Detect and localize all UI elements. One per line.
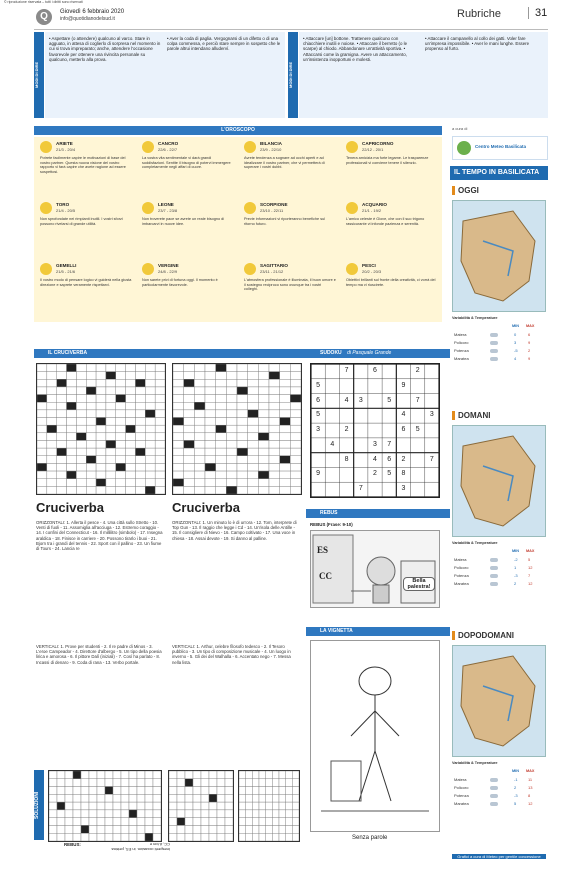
- weather-min-value: -1: [514, 777, 518, 782]
- sudoku-cell[interactable]: 3: [316, 426, 321, 434]
- sign-text: Potrete facilmente capire le motivazioni di base del vostro partner. Questa nuova visione del vostro rapporto vi farà capire che avete ragione ad essere sospettosi.: [40, 156, 126, 174]
- zodiac-icon-cancro: [142, 141, 154, 153]
- vignetta-cartoon: [310, 640, 440, 832]
- weather-max-value: 6: [528, 332, 531, 337]
- sign-text: Il vostro modo di pensare logico vi guiderà nella giusta direzione e saprete veramente rispettarvi.: [40, 278, 132, 287]
- weather-city: Policoro: [454, 785, 469, 790]
- rebus-subtitle: REBUS (Frase: 9-10): [310, 522, 353, 527]
- rebus-speech-bubble: Bella palestra!: [403, 577, 435, 591]
- crossword-grid-left[interactable]: [36, 363, 166, 495]
- sign-dates: 23/9 - 22/10: [260, 147, 282, 152]
- sudoku-cell[interactable]: 9: [316, 470, 321, 478]
- modi-di-dire-right-box: [299, 32, 548, 118]
- cloud-icon: [490, 558, 498, 562]
- weather-max-value: 9: [528, 356, 531, 361]
- zodiac-icon-scorpione: [244, 202, 256, 214]
- sudoku-cell[interactable]: 7: [415, 396, 420, 404]
- weather-city: Maratea: [454, 356, 469, 361]
- weather-max-value: 7: [528, 573, 531, 578]
- modi-di-dire-right-col1: • Attaccare [un] bottone. Trattenere qualcuno con chiacchiere inutili e noiose. • Attaccare il berretto (o le scarpe) al chiodo. Abbandonare un'attività sportiva. • Attaccarsi come la gramigna. Avere un attaccamento, un'insistenza inopportuni e molesti.: [303, 36, 408, 62]
- weather-min-value: -3: [514, 793, 518, 798]
- sponsor-logo: [452, 136, 548, 160]
- vignetta-banner: LA VIGNETTA: [306, 627, 454, 636]
- zodiac-icon-leone: [142, 202, 154, 214]
- sudoku-cell[interactable]: 2: [344, 426, 349, 434]
- basilicata-map: [452, 200, 546, 312]
- weather-city: Potenza: [454, 573, 469, 578]
- cloud-icon: [490, 341, 498, 345]
- sign-name: GEMELLI: [56, 263, 77, 268]
- weather-min-value: 2: [514, 785, 517, 790]
- cloud-icon: [490, 566, 498, 570]
- sudoku-banner: [306, 349, 454, 358]
- header-rule: [34, 29, 548, 30]
- sign-dates: 21/5 - 21/6: [56, 269, 76, 274]
- rebus-letters-cc: CC: [319, 571, 332, 581]
- weather-max-value: 5: [528, 557, 531, 562]
- weather-max-value: 13: [528, 785, 533, 790]
- sign-name: SCORPIONE: [260, 202, 288, 207]
- sign-dates: 22/12 - 20/1: [362, 147, 384, 152]
- cloud-icon: [490, 786, 498, 790]
- zodiac-icon-vergine: [142, 263, 154, 275]
- cloud-icon: [490, 333, 498, 337]
- weather-city: Policoro: [454, 340, 469, 345]
- cloud-icon: [490, 349, 498, 353]
- rebus-banner: REBUS: [306, 509, 454, 518]
- sudoku-cell[interactable]: 6: [373, 367, 377, 374]
- weather-column: [450, 126, 548, 866]
- sudoku-cell[interactable]: 4: [401, 411, 406, 419]
- contact-email: info@quotidianodelsud.it: [60, 16, 115, 22]
- weather-min-value: 1: [514, 565, 517, 570]
- cloud-icon: [490, 574, 498, 578]
- crossword-clues-down-right: VERTICALI: 1. Arthur, celebre filosofo tedesco - 2. Il Tesoro pubblico - 3. Un tipo di composizione musicale - 4. Un luogo in inverno - 5. Gli dei del Walhalla - 6. Accentato nego - 7. Messa nella lista.: [172, 644, 291, 665]
- modi-di-dire-right-col2: • Attaccare il campanello al collo dei gatti. Voler fare un'impresa impossibile. • Aver le mani lunghe. Essere propenso al furto.: [425, 36, 530, 52]
- weather-day-title: DOMANI: [452, 411, 490, 420]
- sudoku-author: di Pasquale Grande: [347, 350, 392, 356]
- weather-max-label: MAX: [526, 549, 535, 553]
- weather-table-title: Variabilità & Temperature: [452, 761, 498, 765]
- sign-name: BILANCIA: [260, 141, 282, 146]
- weather-city: Maratea: [454, 581, 469, 586]
- sudoku-banner-title: SUDOKU: [320, 350, 342, 356]
- sudoku-cell[interactable]: 7: [387, 440, 392, 448]
- sign-text: L'atmosfera professionale è illuminata, il buon umore e il sostegno reciproco sono ovunque tra i vostri colleghi.: [244, 278, 336, 292]
- sudoku-cell[interactable]: 5: [316, 411, 321, 419]
- zodiac-icon-acquario: [346, 202, 358, 214]
- modi-di-dire-tab-right: MODI DI DIRE: [288, 32, 298, 118]
- sudoku-cell[interactable]: 8: [401, 470, 406, 478]
- sudoku-cell[interactable]: 2: [401, 455, 406, 463]
- soluzioni-rebus-label: REBUS:: [64, 842, 81, 847]
- sign-text: Non sprofondate nei rimpianti inutili. I vostri sforzi possono rivelarsi di grande utilità.: [40, 217, 123, 226]
- weather-min-label: MIN: [512, 769, 519, 773]
- crossword-title-left: Cruciverba: [36, 500, 104, 515]
- cruciverba-banner: IL CRUCIVERBA: [34, 349, 314, 358]
- sign-dates: 21/4 - 20/5: [56, 208, 76, 213]
- rebus-letters-es: ES: [317, 545, 329, 555]
- sign-name: CAPRICORNO: [362, 141, 394, 146]
- basilicata-map: [452, 645, 546, 757]
- weather-city: Maratea: [454, 801, 469, 806]
- section-title: Rubriche: [457, 8, 502, 20]
- weather-min-value: 5: [514, 801, 517, 806]
- soluzioni-tab: SOLUZIONI: [34, 770, 44, 840]
- crossword-grid-right[interactable]: [172, 363, 302, 495]
- sudoku-cell[interactable]: 2: [415, 367, 420, 374]
- weather-city: Matera: [454, 777, 467, 782]
- cloud-icon: [490, 802, 498, 806]
- sign-name: ACQUARIO: [362, 202, 388, 207]
- sponsor-icon: [457, 141, 471, 155]
- weather-min-value: 0: [514, 332, 517, 337]
- weather-min-label: MIN: [512, 549, 519, 553]
- sign-text: Previe informazioni vi riporteranno benefiche sul ritorno futuro.: [244, 217, 326, 226]
- sign-text: Obiettivi brillanti sul fronte della creatività, ci vorrà del tempo ma vi riuscirete.: [346, 278, 436, 287]
- cloud-icon: [490, 778, 498, 782]
- weather-max-label: MAX: [526, 324, 535, 328]
- sign-text: Avrete tendenza a sognare ad occhi aperti e ad idealizzare il vostro partner, che vi permetterà di superare i vostri dubbi.: [244, 156, 325, 170]
- solution-grid-sudoku: [238, 770, 300, 842]
- modi-di-dire-left-col1: • Aspettare (o attendere) qualcuno al varco. Stare in agguato, in attesa di coglierlo di sorpresa nel momento in cui si trova impreparato; anche, attendere l'occasione favorevole per ottenere una rivincita personale su qualcuno, metterlo alla prova.: [49, 36, 161, 62]
- zodiac-icon-ariete: [40, 141, 52, 153]
- rebus-image: [310, 530, 440, 608]
- sudoku-cell[interactable]: 4: [373, 455, 377, 463]
- sudoku-cell[interactable]: 4: [344, 396, 349, 404]
- solution-grid-crossword-right: [168, 770, 234, 842]
- weather-footer: Grafici a cura di Meteo per gentile concessione: [452, 854, 546, 859]
- zodiac-icon-gemelli: [40, 263, 52, 275]
- weather-max-value: 12: [528, 801, 533, 806]
- weather-city: Matera: [454, 557, 467, 562]
- sudoku-cell[interactable]: 3: [373, 440, 377, 448]
- sign-dates: 20/2 - 20/3: [362, 269, 382, 274]
- cloud-icon: [490, 582, 498, 586]
- sign-dates: 22/6 - 22/7: [158, 147, 178, 152]
- weather-table-title: Variabilità & Temperature: [452, 316, 498, 320]
- zodiac-icon-pesci: [346, 263, 358, 275]
- sign-name: ARIETE: [56, 141, 73, 146]
- sign-text: Non sarete privi di fortuna oggi. Il momento è particolarmente favorevole.: [142, 278, 218, 287]
- solution-grid-crossword-left: [48, 770, 162, 842]
- weather-min-value: 2: [514, 581, 517, 586]
- sudoku-cell[interactable]: 5: [387, 470, 392, 478]
- cloud-icon: [490, 794, 498, 798]
- modi-di-dire-left-col2: • Aver la coda di paglia. Vergognarsi di un difetto o di una colpa commessa, e perciò stare sempre in sospetto che le parole altrui intendano alluderví.: [167, 36, 281, 52]
- sign-name: LEONE: [158, 202, 174, 207]
- soluzioni-rebus-answer: Inesperti occasion. in ES, petrina CC, A ton e: [111, 842, 170, 852]
- zodiac-icon-toro: [40, 202, 52, 214]
- sign-name: CANCRO: [158, 141, 179, 146]
- basilicata-map: [452, 425, 546, 537]
- crossword-clues-across-right: ORIZZONTALI: 1. Un minuto lo è di un'ora - 12. Tom, interprete di Top Gun - 13. Il raggio che legge i Cd - 14. Un'isola delle Antille - 15. Il consigliere di Nievo - 16. Campo coltivato - 17. Una voce in chiesa - 18. Assai devote - 19. Si danno al palline.: [172, 520, 297, 541]
- sign-dates: 23/10 - 22/11: [260, 208, 284, 213]
- sign-text: L'amico celeste è Giove, che con il suo trigono rassicurante vi infonde pazienza e serenità.: [346, 217, 425, 226]
- sudoku-cell[interactable]: 7: [429, 455, 434, 463]
- cloud-icon: [490, 357, 498, 361]
- crossword-clues-down-left: VERTICALI: 1. Prove per studenti - 2. Il re padre di Minos - 3. L'eroe Campeador - 4. Direttore d'albergo - 5. Un tipo della poesia lirica e amorosa - 6. Il pittore Dalí (iniziali) - 7. Cosí ha parlato - 8. Incassi di denaro - 9. Coda di rana - 13. Verbo portale.: [36, 644, 162, 665]
- weather-max-value: 2: [528, 348, 531, 353]
- sudoku-cell[interactable]: 7: [344, 367, 349, 374]
- weather-max-value: 12: [528, 565, 533, 570]
- sign-text: Non troverete pace se avrete un reale bisogno di imbarcarvi in nuove idee.: [142, 217, 225, 226]
- sign-dates: 23/7 - 23/8: [158, 208, 178, 213]
- weather-table-title: Variabilità & Temperature: [452, 541, 498, 545]
- sign-text: La vostra vita sentimentale vi darà grandi soddisfazioni. Sentite il bisogno di potervi immergere completamente negli affari di cuore.: [142, 156, 231, 170]
- weather-max-value: 9: [528, 340, 531, 345]
- sudoku-cell[interactable]: 6: [387, 455, 392, 463]
- weather-min-label: MIN: [512, 324, 519, 328]
- weather-day-title: OGGI: [452, 186, 479, 195]
- weather-max-value: 8: [528, 793, 531, 798]
- sign-name: SAGITTARIO: [260, 263, 288, 268]
- oroscopo-panel: [34, 137, 442, 322]
- sudoku-cell[interactable]: 8: [344, 455, 349, 463]
- modi-di-dire-left-box: [45, 32, 285, 118]
- sign-text: Tenera amicizia ma forte legame. Le trasparenze professionali vi conviene tenere il silenzio.: [346, 156, 429, 165]
- sudoku-cell[interactable]: 9: [401, 381, 406, 389]
- sudoku-cell[interactable]: 6: [316, 396, 321, 404]
- sudoku-cell[interactable]: 3: [358, 396, 363, 404]
- zodiac-icon-bilancia: [244, 141, 256, 153]
- sudoku-cell[interactable]: 7: [358, 485, 363, 493]
- weather-min-value: 3: [514, 340, 517, 345]
- issue-date: Giovedì 6 febbraio 2020: [60, 9, 125, 15]
- weather-min-value: -5: [514, 348, 518, 353]
- weather-max-value: 11: [528, 777, 533, 782]
- vignetta-caption: Senza parole: [352, 835, 388, 841]
- zodiac-icon-sagittario: [244, 263, 256, 275]
- crossword-clues-across-left: ORIZZONTALI: 1. Allerta il pesce - 4. Una città sullo Stretto - 10. Venti di fuoli - 11. Assomiglia all'acciuga - 12. Estremo coraggio - 14. I confini del Connecticut - 16. Il millilitro (simbolo) - 17. Insegna araldica - 18. Finisce in carriere - 20. Possono tirarlo i buoi - 21. Bjorn tra i grandi del tennis - 22. Sport con il pallino - 23. Un fiume di Tours - 24. Lancia re: [36, 520, 163, 552]
- weather-max-value: 12: [528, 581, 533, 586]
- zodiac-icon-capricorno: [346, 141, 358, 153]
- sudoku-cell[interactable]: 6: [401, 426, 406, 434]
- weather-max-label: MAX: [526, 769, 535, 773]
- weather-city: Potenza: [454, 348, 469, 353]
- modi-di-dire-tab-left: MODI DI DIRE: [34, 32, 44, 118]
- weather-min-value: -3: [514, 573, 518, 578]
- sudoku-grid[interactable]: [310, 363, 440, 498]
- sign-dates: 24/8 - 22/9: [158, 269, 178, 274]
- sign-dates: 23/11 - 21/12: [260, 269, 284, 274]
- sudoku-cell[interactable]: 4: [330, 440, 335, 448]
- page-number: 31: [528, 7, 547, 19]
- weather-city: Policoro: [454, 565, 469, 570]
- sign-name: PESCI: [362, 263, 376, 268]
- sudoku-cell[interactable]: 2: [373, 470, 377, 478]
- weather-min-value: 4: [514, 356, 517, 361]
- sudoku-cell[interactable]: 5: [316, 381, 321, 389]
- weather-city: Matera: [454, 332, 467, 337]
- weather-min-value: -2: [514, 557, 518, 562]
- sign-name: TORO: [56, 202, 70, 207]
- copyright-note: © riproduzione riservata – tutti i diritti sono riservati: [4, 0, 83, 4]
- newspaper-logo: Q: [36, 9, 52, 25]
- sudoku-cell[interactable]: 3: [401, 485, 406, 493]
- oroscopo-banner: L'OROSCOPO: [34, 126, 442, 135]
- sign-dates: 21/1 - 19/2: [362, 208, 382, 213]
- sign-dates: 21/3 - 20/4: [56, 147, 76, 152]
- weather-title: IL TEMPO IN BASILICATA: [450, 166, 548, 180]
- weather-sponsor-prefix: a cura di: [452, 126, 468, 131]
- sudoku-cell[interactable]: 5: [387, 396, 392, 404]
- sudoku-cell[interactable]: 3: [429, 411, 434, 419]
- crossword-title-right: Cruciverba: [172, 500, 240, 515]
- sign-name: VERGINE: [158, 263, 179, 268]
- sponsor-name: Centro Meteo Basilicata: [475, 144, 527, 149]
- sudoku-cell[interactable]: 5: [415, 426, 420, 434]
- weather-day-title: DOPODOMANI: [452, 631, 514, 640]
- weather-city: Potenza: [454, 793, 469, 798]
